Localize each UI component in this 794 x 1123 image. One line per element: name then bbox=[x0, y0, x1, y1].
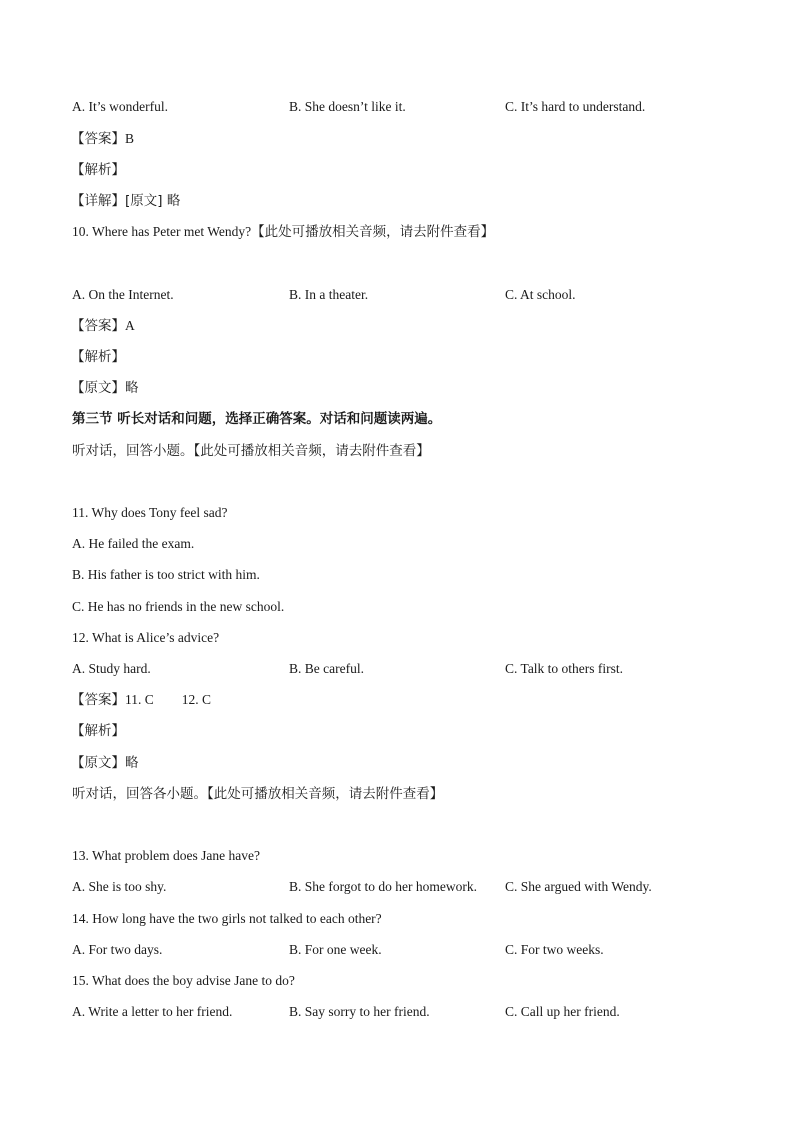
answer-11: 11. C bbox=[125, 692, 154, 707]
audio-note: 【此处可播放相关音频，请去附件查看】 bbox=[193, 443, 430, 459]
answer-label: 【答案】 bbox=[71, 318, 125, 334]
q13-option-a: A. She is too shy. bbox=[72, 879, 167, 894]
original-text: 略 bbox=[125, 380, 139, 396]
q12-option-b: B. Be careful. bbox=[289, 661, 364, 676]
q15-option-c: C. Call up her friend. bbox=[505, 1004, 620, 1019]
original-text: 略 bbox=[125, 755, 139, 771]
q15-question: 15. What does the boy advise Jane to do? bbox=[72, 973, 295, 988]
q11-12-answer bbox=[71, 691, 211, 709]
q11-12-analysis-label: 【解析】 bbox=[71, 723, 125, 739]
answer-label: 【答案】 bbox=[71, 131, 125, 147]
q11-12-original bbox=[71, 754, 139, 772]
question-text: 10. Where has Peter met Wendy? bbox=[72, 224, 252, 239]
section3-instruction bbox=[72, 442, 430, 460]
q12-option-c: C. Talk to others first. bbox=[505, 661, 624, 676]
q9-option-a: A. It’s wonderful. bbox=[72, 99, 168, 114]
q14-option-a: A. For two days. bbox=[72, 942, 163, 957]
original-label: 【原文】 bbox=[71, 380, 125, 396]
q11-option-b: B. His father is too strict with him. bbox=[72, 567, 260, 582]
q9-answer bbox=[71, 130, 134, 148]
q9-detail bbox=[71, 192, 180, 210]
q14-option-b: B. For one week. bbox=[289, 942, 382, 957]
q10-answer bbox=[71, 317, 135, 335]
q14-question: 14. How long have the two girls not talked to each other? bbox=[72, 911, 382, 926]
detail-label: 【详解】 bbox=[71, 193, 125, 209]
q12-question: 12. What is Alice’s advice? bbox=[72, 630, 220, 645]
q13-question: 13. What problem does Jane have? bbox=[72, 848, 260, 863]
audio-note: 【此处可播放相关音频，请去附件查看】 bbox=[207, 786, 444, 802]
q11-question: 11. Why does Tony feel sad? bbox=[72, 505, 228, 520]
q10-option-b: B. In a theater. bbox=[289, 287, 369, 302]
instruction-text: 听对话，回答小题。 bbox=[72, 443, 194, 459]
audio-note: 【此处可播放相关音频，请去附件查看】 bbox=[251, 224, 495, 240]
q15-option-b: B. Say sorry to her friend. bbox=[289, 1004, 430, 1019]
detail-text: [原文] 略 bbox=[125, 193, 181, 209]
q9-option-b: B. She doesn’t like it. bbox=[289, 99, 406, 114]
answer-label: 【答案】 bbox=[71, 692, 125, 708]
answer-value: B bbox=[125, 131, 135, 146]
answer-12: 12. C bbox=[181, 692, 212, 707]
q10-option-c: C. At school. bbox=[505, 287, 576, 302]
q10-option-a: A. On the Internet. bbox=[72, 287, 174, 302]
q13-option-c: C. She argued with Wendy. bbox=[505, 879, 652, 894]
q10-analysis-label: 【解析】 bbox=[71, 349, 125, 365]
answer-value: A bbox=[125, 318, 135, 333]
section3-heading: 第三节 听长对话和问题，选择正确答案。对话和问题读两遍。 bbox=[72, 411, 442, 427]
instruction-text: 听对话，回答各小题。 bbox=[72, 786, 207, 802]
q15-option-a: A. Write a letter to her friend. bbox=[72, 1004, 233, 1019]
q11-option-c: C. He has no friends in the new school. bbox=[72, 599, 285, 614]
q12-option-a: A. Study hard. bbox=[72, 661, 151, 676]
q13-option-b: B. She forgot to do her homework. bbox=[289, 879, 477, 894]
q9-option-c: C. It’s hard to understand. bbox=[505, 99, 646, 114]
q11-option-a: A. He failed the exam. bbox=[72, 536, 195, 551]
q10-original bbox=[71, 379, 139, 397]
q9-analysis-label: 【解析】 bbox=[71, 162, 125, 178]
q10-question bbox=[72, 223, 494, 241]
q14-option-c: C. For two weeks. bbox=[505, 942, 604, 957]
original-label: 【原文】 bbox=[71, 755, 125, 771]
dialog2-instruction bbox=[72, 785, 443, 803]
